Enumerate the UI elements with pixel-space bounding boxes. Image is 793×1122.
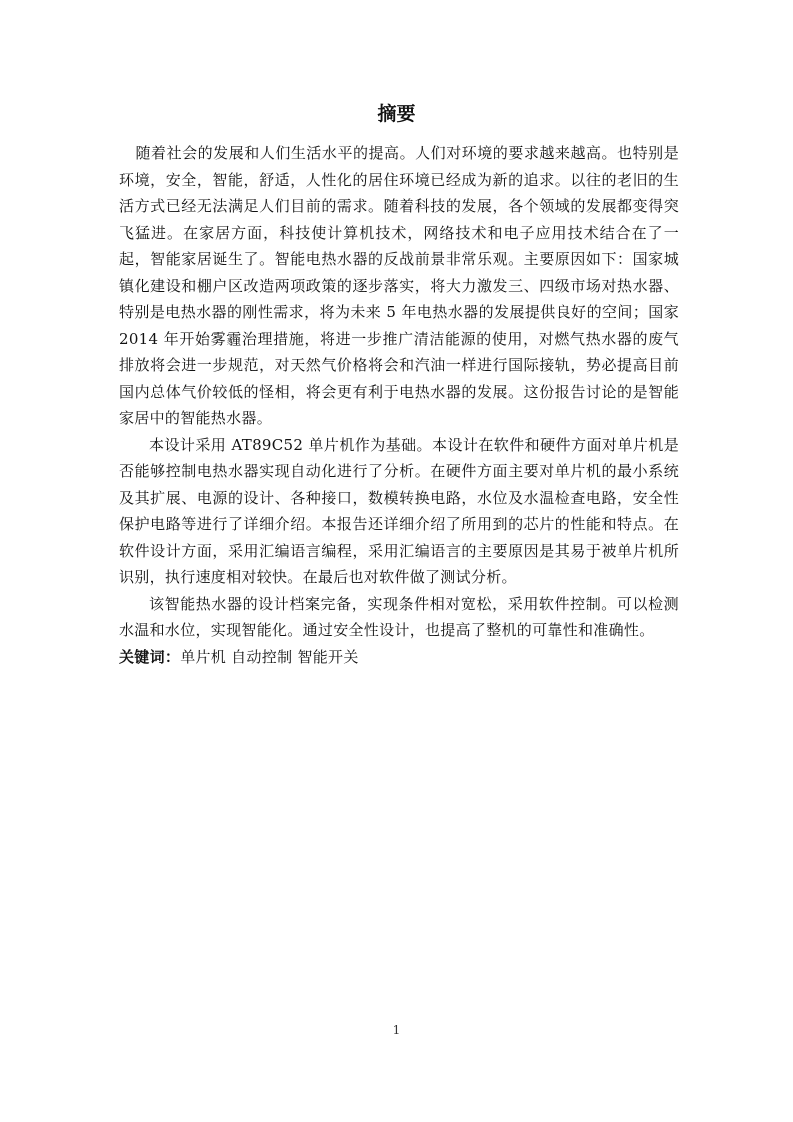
abstract-paragraph-2: 本设计采用 AT89C52 单片机作为基础。本设计在软件和硬件方面对单片机是否能够控制电热水器实现自动化进行了分析。在硬件方面主要对单片机的最小系统及其扩展、电源的设计、各种接口，数模转换电路，水位及水温检查电路，安全性保护电路等进行了详细介绍。本报告还详细介绍了所用到的芯片的性能和特点。在软件设计方面，采用汇编语言编程，采用汇编语言的主要原因是其易于被单片机所识别，执行速度相对较快。在最后也对软件做了测试分析。 <box>119 435 679 586</box>
keywords-label: 关键词： <box>119 647 181 666</box>
abstract-paragraph-1: 随着社会的发展和人们生活水平的提高。人们对环境的要求越来越高。也特别是环境，安全，智能，舒适，人性化的居住环境已经成为新的追求。以往的老旧的生活方式已经无法满足人们目前的需求。随着科技的发展，各个领域的发展都变得突飞猛进。在家居方面，科技使计算机技术，网络技术和电子应用技术结合在了一起，智能家居诞生了。智能电热水器的反战前景非常乐观。主要原因如下：国家城镇化建设和棚户区改造两项政策的逐步落实，将大力激发三、四级市场对热水器、特别是电热水器的刚性需求，将为未来 5 年电热水器的发展提供良好的空间；国家 2014 年开始雾霾治理措施，将进一步推广清洁能源的使用，对燃气热水器的废气排放将会进一步规范，对天然气价格将会和汽油一样进行国际接轨，势必提高目前国内总体气价较低的怪相，将会更有利于电热水器的发展。这份报告讨论的是智能家居中的智能热水器。 <box>119 144 679 427</box>
abstract-body <box>119 140 679 670</box>
keywords-line <box>119 644 679 671</box>
keywords-value: 单片机 自动控制 智能开关 <box>180 647 359 666</box>
page-number: 1 <box>392 1023 401 1037</box>
abstract-title: 摘要 <box>377 103 416 125</box>
abstract-paragraph-3: 该智能热水器的设计档案完备，实现条件相对宽松，采用软件控制。可以检测水温和水位，实现智能化。通过安全性设计，也提高了整机的可靠性和准确性。 <box>119 594 679 639</box>
